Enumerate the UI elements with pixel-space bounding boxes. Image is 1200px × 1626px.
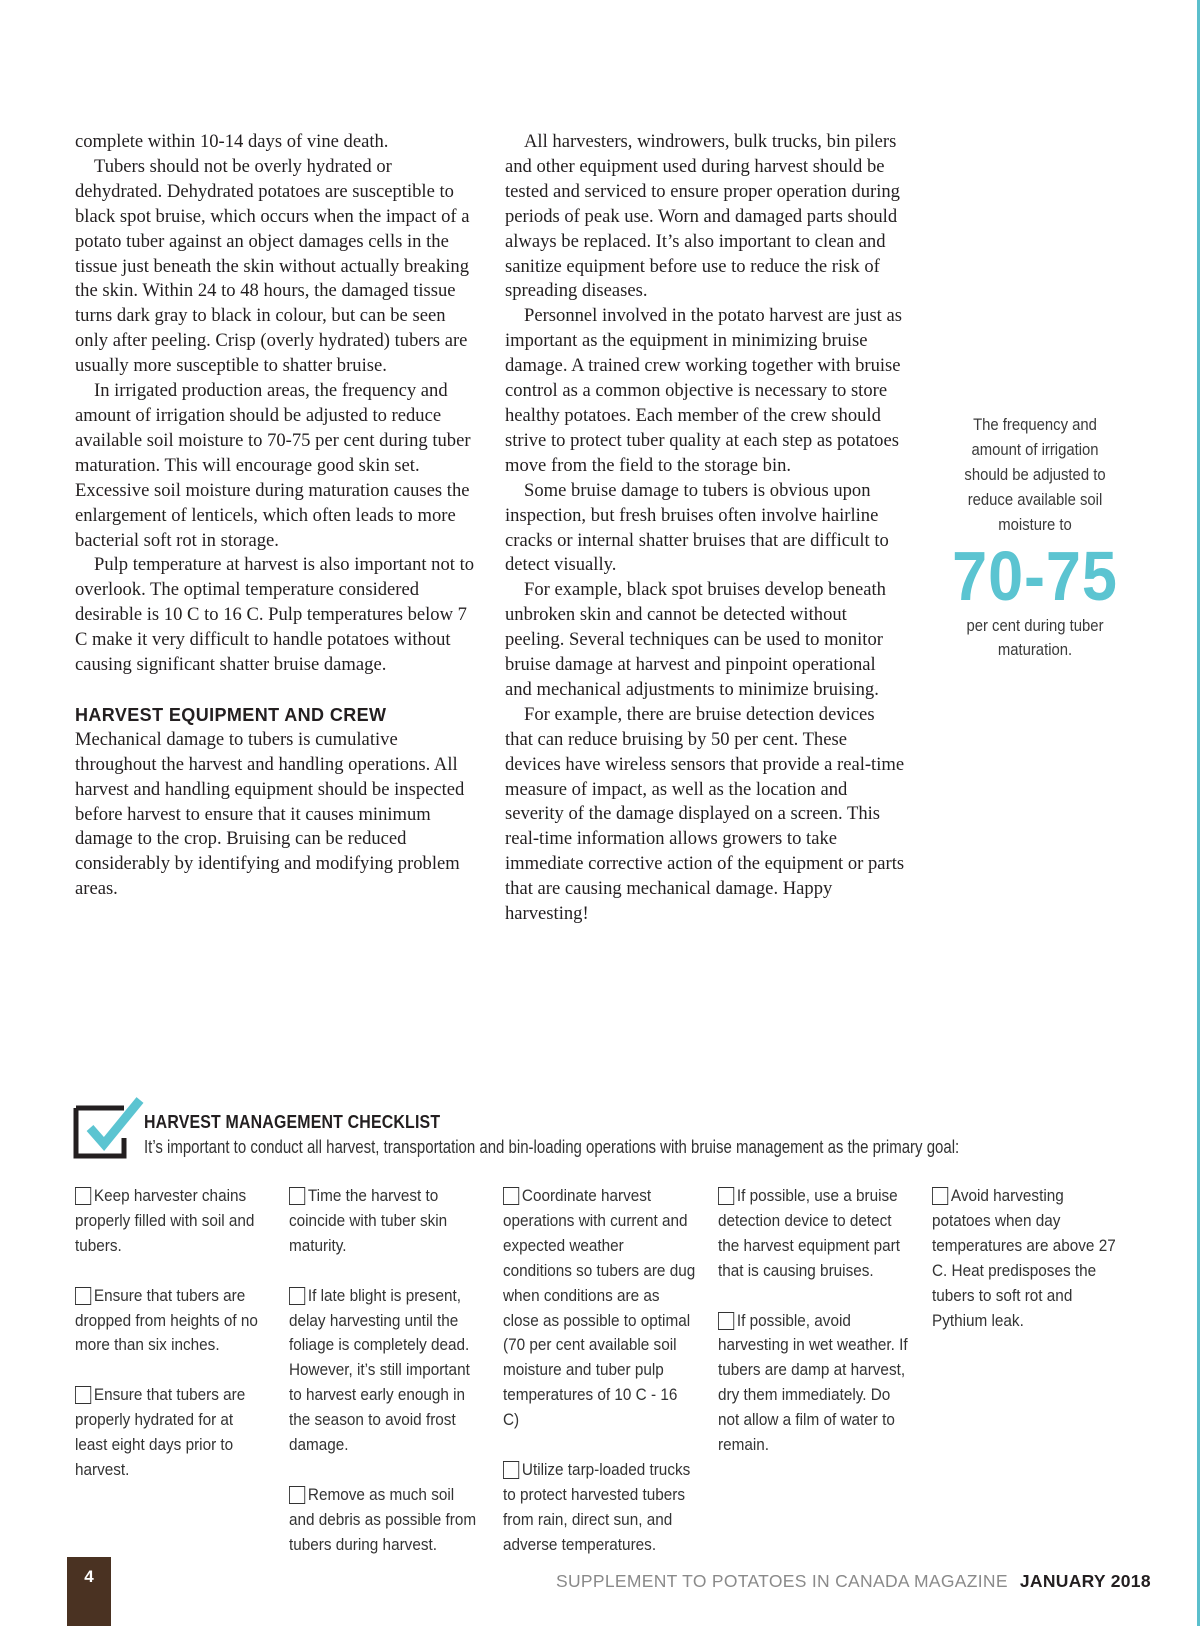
checkbox[interactable] (932, 1187, 948, 1205)
section-heading: HARVEST EQUIPMENT AND CREW (75, 704, 387, 725)
checklist-item: Ensure that tubers are properly hydrated for at least eight days prior to harvest. (75, 1385, 246, 1479)
checklist-item: Avoid harvesting potatoes when day temperatures are above 27 C. Heat predisposes the tubers to soft rot and Pythium leak. (932, 1186, 1116, 1330)
paragraph: Mechanical damage to tubers is cumulative throughout the harvest and handling operations. All harvest and handling equipment should be inspected before harvest to ensure that it causes minimum damage to the crop. Bruising can be reduced considerably by identifying and modifying problem areas. (75, 728, 465, 900)
checkbox[interactable] (289, 1486, 305, 1504)
page-footer (556, 1571, 1151, 1592)
checklist-item: Utilize tarp-loaded trucks to protect harvested tubers from rain, direct sun, and adverse temperatures. (503, 1459, 691, 1554)
pull-quote-number: 70-75 (952, 536, 1118, 615)
checklist-column (289, 1184, 489, 1582)
checklist-item: If possible, avoid harvesting in wet weather. If tubers are damp at harvest, dry them immediately. Do not allow a film of water to remain. (718, 1310, 908, 1455)
checkbox[interactable] (75, 1187, 91, 1205)
article-column-1 (75, 130, 475, 902)
checklist-item: If possible, use a bruise detection device to detect the harvest equipment part that is causing bruises. (718, 1186, 901, 1280)
checklist-column (718, 1184, 918, 1483)
checkbox-check-icon (72, 1094, 144, 1160)
pull-quote-tail: per cent during tuber maturation. (966, 616, 1104, 660)
paragraph: In irrigated production areas, the frequency and amount of irrigation should be adjusted to reduce available soil moisture to 70-75 per cent during tuber maturation. This will encourage good skin set. Excessive soil moisture during maturation causes the enlargement of lenticels, which often leads to more bacterial soft rot in storage. (75, 380, 471, 551)
paragraph: complete within 10-14 days of vine death. (75, 131, 389, 152)
checkbox[interactable] (289, 1187, 305, 1205)
checklist-subtitle: It’s important to conduct all harvest, transportation and bin-loading operations with bruise management as the primary goal: (144, 1136, 960, 1157)
page-number: 4 (67, 1557, 111, 1626)
checklist-column (503, 1184, 703, 1582)
pull-quote (950, 413, 1121, 663)
checklist-item: Keep harvester chains properly filled with soil and tubers. (75, 1186, 255, 1255)
checklist-column (75, 1184, 275, 1508)
checklist-item: Remove as much soil and debris as possible from tubers during harvest. (289, 1484, 477, 1554)
pull-quote-lead: The frequency and amount of irrigation should be adjusted to reduce available soil moisture to (964, 416, 1106, 534)
paragraph: Some bruise damage to tubers is obvious upon inspection, but fresh bruises often involve hairline cracks or internal shatter bruises that are difficult to detect visually. (505, 479, 889, 576)
checkbox[interactable] (718, 1187, 734, 1205)
checkbox[interactable] (75, 1287, 91, 1305)
paragraph: All harvesters, windrowers, bulk trucks, bin pilers and other equipment used during harvest should be tested and serviced to ensure proper operation during periods of peak use. Worn and damaged parts should always be replaced. It’s also important to clean and sanitize equipment before use to reduce the risk of spreading diseases. (505, 131, 900, 302)
checklist-item: If late blight is present, delay harvesting until the foliage is completely dead. However, it’s still important to harvest early enough in the season to avoid frost damage. (289, 1285, 470, 1455)
issue-date: JANUARY 2018 (1019, 1571, 1151, 1591)
paragraph: Tubers should not be overly hydrated or dehydrated. Dehydrated potatoes are susceptible to black spot bruise, which occurs when the impact of a potato tuber against an object damages cells in the tissue just beneath the skin without actually breaking the skin. Within 24 to 48 hours, the damaged tissue turns dark gray to black in colour, but can be seen only after peeling. Crisp (overly hydrated) tubers are usually more susceptible to shatter bruise. (75, 155, 470, 377)
paragraph: For example, there are bruise detection devices that can reduce bruising by 50 per cent. These devices have wireless sensors that provide a real-time measure of impact, as well as the location and severity of the damage displayed on a screen. This real-time information allows growers to take immediate corrective action of the equipment or parts that are causing mechanical damage. Happy harvesting! (505, 703, 905, 925)
checkbox[interactable] (75, 1386, 91, 1404)
checkbox[interactable] (718, 1312, 734, 1330)
article-column-2 (505, 130, 905, 927)
checkbox[interactable] (503, 1461, 519, 1479)
checklist-item: Time the harvest to coincide with tuber skin maturity. (289, 1186, 448, 1255)
checkbox[interactable] (289, 1287, 305, 1305)
paragraph: Pulp temperature at harvest is also important not to overlook. The optimal temperature considered desirable is 10 C to 16 C. Pulp temperatures below 7 C make it very difficult to handle potatoes without causing significant shatter bruise damage. (75, 554, 475, 676)
checkbox[interactable] (503, 1187, 519, 1205)
paragraph: Personnel involved in the potato harvest are just as important as the equipment in minimizing bruise damage. A trained crew working together with bruise control as a common objective is necessary to store healthy potatoes. Each member of the crew should strive to protect tuber quality at each step as potatoes move from the field to the storage bin. (505, 305, 902, 476)
checklist-column (932, 1184, 1132, 1358)
checklist-title: HARVEST MANAGEMENT CHECKLIST (144, 1111, 441, 1132)
paragraph: For example, black spot bruises develop beneath unbroken skin and cannot be detected without peeling. Several techniques can be used to monitor bruise damage at harvest and pinpoint operational and mechanical adjustments to minimize bruising. (505, 579, 886, 700)
checklist-item: Ensure that tubers are dropped from heights of no more than six inches. (75, 1285, 258, 1355)
publication-name: SUPPLEMENT TO POTATOES IN CANADA MAGAZINE (556, 1571, 1008, 1591)
checklist-item: Coordinate harvest operations with current and expected weather conditions so tubers are dug when conditions are as close as possible to optimal (70 per cent available soil moisture and tuber pulp temperatures of 10 C - 16 C) (503, 1186, 696, 1430)
